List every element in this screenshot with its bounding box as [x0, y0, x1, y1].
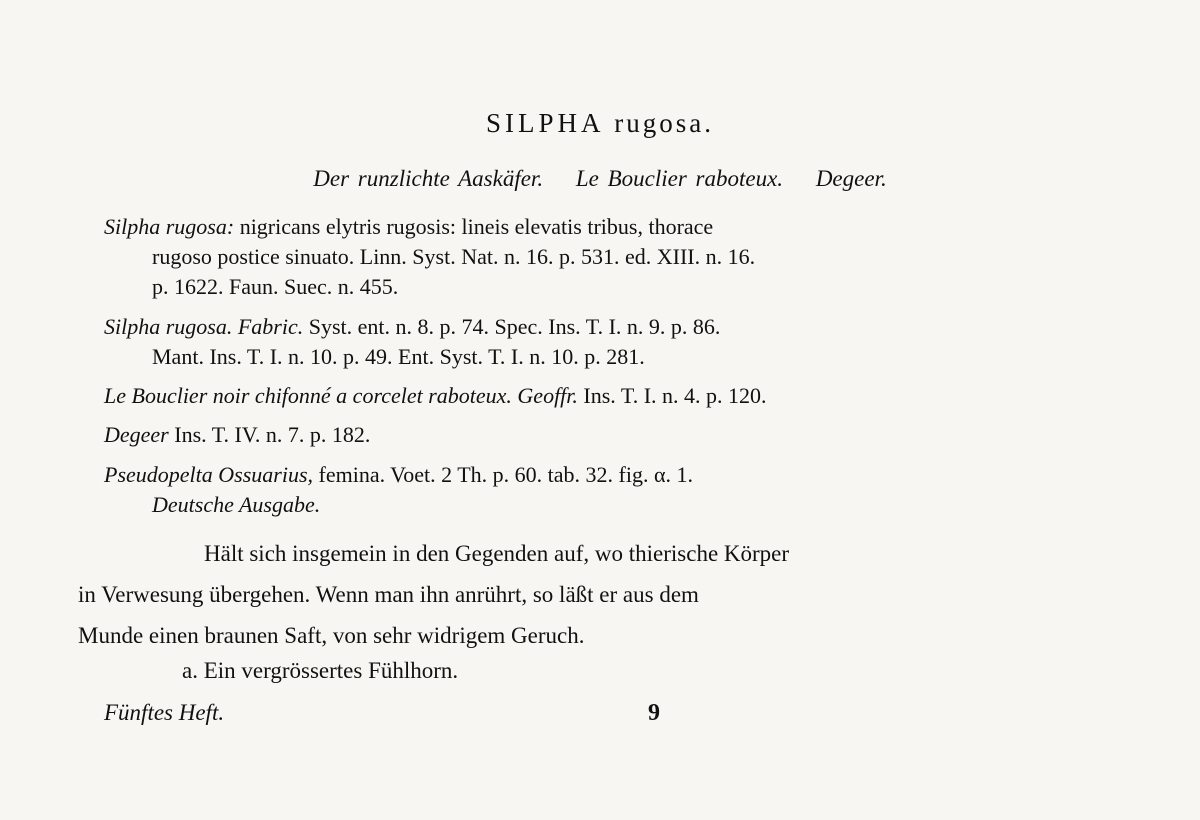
synonym-entry	[104, 381, 1114, 411]
page-number: 9	[648, 700, 660, 726]
synonym-line: rugoso postice sinuato. Linn. Syst. Nat. n. 16. p. 531. ed. XIII. n. 16.	[152, 244, 756, 269]
synonym-line: Mant. Ins. T. I. n. 10. p. 49. Ent. Syst. T. I. n. 10. p. 281.	[152, 344, 645, 369]
german-name: Der runzlichte Aaskäfer.	[313, 166, 544, 191]
description-line: Munde einen braunen Saft, von sehr widrigem Geruch.	[78, 623, 585, 648]
figure-note: a. Ein vergrössertes Fühlhorn.	[182, 658, 459, 683]
synonym-name: Silpha rugosa. Fabric.	[104, 314, 304, 339]
genus-name: SILPHA	[486, 108, 605, 138]
synonym-entry	[104, 420, 1114, 450]
common-names	[0, 166, 1200, 192]
synonym-line	[104, 420, 1114, 450]
french-name: Le Bouclier raboteux.	[575, 166, 784, 191]
synonym-text: Ins. T. I. n. 4. p. 120.	[583, 383, 767, 408]
author-name: Degeer.	[815, 166, 887, 191]
synonym-entry	[104, 460, 1114, 520]
species-name: rugosa.	[614, 108, 714, 138]
synonym-text: Syst. ent. n. 8. p. 74. Spec. Ins. T. I. n. 9. p. 86.	[308, 314, 721, 339]
signature-mark: Fünftes Heft.	[104, 700, 225, 725]
synonym-entry	[104, 212, 1114, 302]
synonym-line: p. 1622. Faun. Suec. n. 455.	[152, 274, 399, 299]
synonym-entry	[104, 312, 1114, 372]
synonym-name: Pseudopelta Ossuarius,	[104, 462, 313, 487]
description-line: Hält sich insgemein in den Gegenden auf, wo thierische Körper	[204, 541, 790, 566]
synonym-line	[104, 460, 1114, 490]
synonym-name: Le Bouclier noir chifonné a corcelet raboteux. Geoffr.	[104, 383, 578, 408]
synonym-text: femina. Voet. 2 Th. p. 60. tab. 32. fig. α. 1.	[318, 462, 693, 487]
synonym-name: Silpha rugosa:	[104, 214, 235, 239]
synonym-line	[104, 381, 1114, 411]
synonym-line: Deutsche Ausgabe.	[152, 492, 321, 517]
synonym-line	[104, 212, 1114, 242]
synonym-name: Degeer	[104, 422, 169, 447]
description-paragraph	[78, 533, 1114, 656]
synonym-line	[104, 312, 1114, 342]
synonym-text: Ins. T. IV. n. 7. p. 182.	[174, 422, 371, 447]
species-title	[0, 108, 1200, 139]
description-line: in Verwesung übergehen. Wenn man ihn anrührt, so läßt er aus dem	[78, 582, 699, 607]
synonym-text: nigricans elytris rugosis: lineis elevatis tribus, thorace	[239, 214, 714, 239]
